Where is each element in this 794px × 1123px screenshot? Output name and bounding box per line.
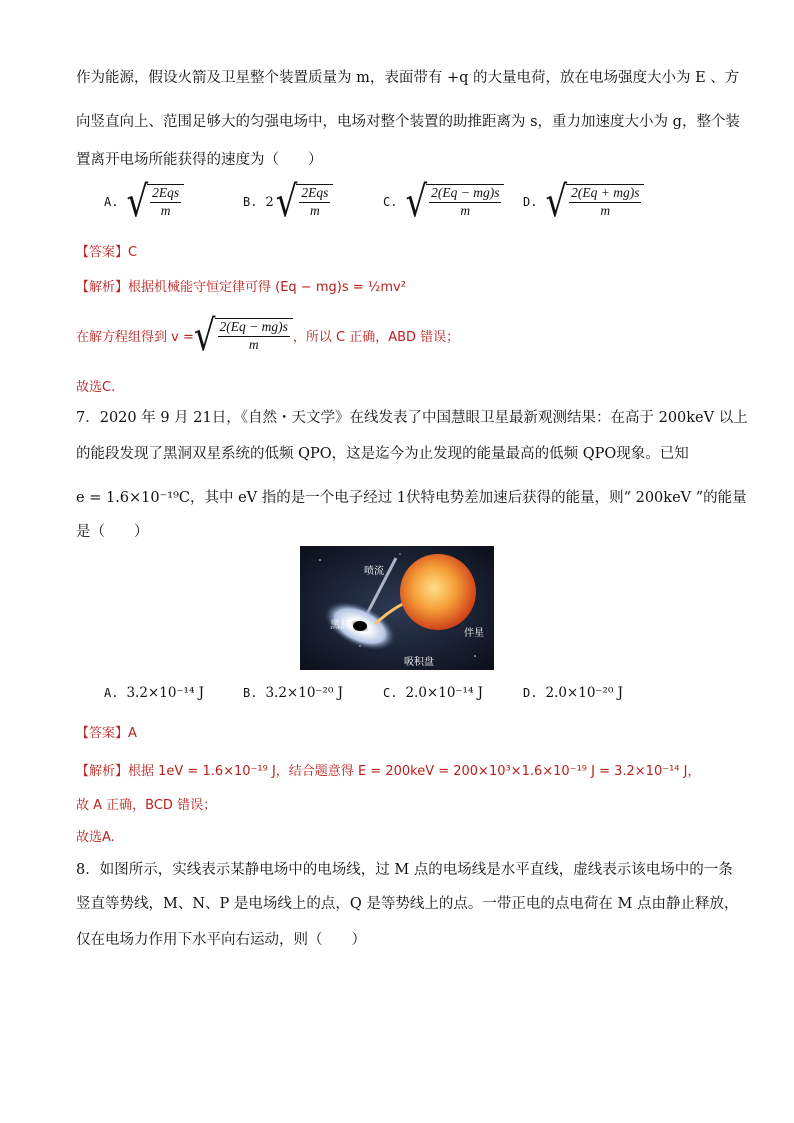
q7-answer: 【答案】A bbox=[76, 726, 137, 741]
option-label: A. bbox=[104, 195, 119, 209]
option-label: D. bbox=[523, 195, 538, 209]
q8-stem-line-1: 8．如图所示，实线表示某静电场中的电场线，过 M 点的电场线是水平直线，虚线表示该电场中的一条 bbox=[76, 862, 733, 878]
radical-expression: √ $\frac{\text{2Eqs}}{m}$ bbox=[126, 184, 184, 220]
denominator: m bbox=[160, 203, 171, 218]
q7-stem-line-1: 7．2020 年 9 月 21日，《自然・天文学》在线发表了中国慧眼卫星最新观测结果：在高于 200keV 以上 bbox=[76, 410, 748, 426]
label-accretion-disk: 吸积盘 bbox=[404, 657, 434, 668]
q7-option-c: C. 2.0×10⁻¹⁴ J bbox=[383, 685, 484, 701]
q7-stem-line-2: 的能段发现了黑洞双星系统的低频 QPO，这是迄今为止发现的能量最高的低频 QPO现象。已知 bbox=[76, 446, 689, 462]
numerator: 2Eqs bbox=[299, 185, 330, 203]
analysis-prefix: 在解方程组得到 v = bbox=[76, 330, 194, 346]
radical-expression: √ $\frac{2(Eq + mg)s}{m}$ bbox=[545, 184, 644, 220]
analysis-suffix: ，所以 C 正确，ABD 错误； bbox=[292, 330, 460, 346]
q6-option-d bbox=[523, 177, 644, 227]
q6-analysis-1: 【解析】根据机械能守恒定律可得 (Eq − mg)s = ½mv² bbox=[76, 280, 406, 295]
q7-analysis-1: 【解析】根据 1eV = 1.6×10⁻¹⁹ J，结合题意得 E = 200keV = 200×10³×1.6×10⁻¹⁹ J = 3.2×10⁻¹⁴ J， bbox=[76, 764, 701, 779]
q6-stem-line-2: 向竖直向上、范围足够大的匀强电场中，电场对整个装置的助推距离为 s，重力加速度大小为 g，整个装 bbox=[76, 114, 740, 130]
numerator: 2(Eq − mg)s bbox=[218, 319, 290, 337]
q8-stem-line-2: 竖直等势线，M、N、P 是电场线上的点，Q 是等势线上的点。一带正电的点电荷在 M 点由静止释放， bbox=[76, 896, 739, 912]
q6-stem-line-1: 作为能源，假设火箭及卫星整个装置质量为 m，表面带有 +q 的大量电荷，放在电场强度大小为 E 、方 bbox=[76, 70, 740, 86]
astronomy-illustration bbox=[300, 546, 494, 670]
q7-option-a: A. 3.2×10⁻¹⁴ J bbox=[104, 685, 205, 701]
option-label: C. bbox=[383, 195, 398, 209]
label-companion-star: 伴星 bbox=[464, 628, 484, 639]
label-black-hole: 黑洞 bbox=[330, 620, 350, 631]
q7-stem-line-4: 是（ ） bbox=[76, 524, 149, 540]
denominator: m bbox=[248, 336, 259, 352]
q7-stem-line-3: e = 1.6×10⁻¹⁹C，其中 eV 指的是一个电子经过 1伏特电势差加速后获得的能量，则“ 200keV ”的能量 bbox=[76, 490, 747, 506]
option-coefficient: 2 bbox=[265, 194, 274, 210]
numerator: 2Eqs bbox=[150, 185, 181, 203]
q7-conclusion: 故选A. bbox=[76, 830, 115, 845]
numerator: 2(Eq − mg)s bbox=[429, 185, 501, 203]
q6-option-b bbox=[243, 177, 333, 227]
q6-answer: 【答案】C bbox=[76, 245, 138, 260]
radical-expression: √ $\frac{\text{2Eqs}}{m}$ bbox=[276, 184, 334, 220]
q6-option-a bbox=[104, 177, 184, 227]
option-label: B. bbox=[243, 195, 258, 209]
q8-stem-line-3: 仅在电场力作用下水平向右运动，则（ ） bbox=[76, 932, 366, 948]
q7-option-b: B. 3.2×10⁻²⁰ J bbox=[243, 685, 344, 701]
label-jet: 喷流 bbox=[364, 566, 384, 577]
numerator: 2(Eq + mg)s bbox=[569, 185, 641, 203]
q7-analysis-2: 故 A 正确，BCD 错误； bbox=[76, 798, 217, 813]
q6-conclusion: 故选C. bbox=[76, 380, 116, 395]
q6-stem-line-3: 置离开电场所能获得的速度为（ ） bbox=[76, 152, 323, 168]
denominator: m bbox=[600, 203, 611, 218]
black-hole-binary-figure bbox=[300, 546, 494, 670]
radical-expression: √ $\frac{2(Eq - mg)s}{m}$ bbox=[405, 184, 504, 220]
q6-option-c bbox=[383, 177, 504, 227]
denominator: m bbox=[460, 203, 471, 218]
denominator: m bbox=[310, 203, 320, 218]
q6-analysis-2 bbox=[76, 310, 460, 361]
q7-option-d: D. 2.0×10⁻²⁰ J bbox=[523, 685, 624, 701]
radical-expression: √ $\frac{2(Eq - mg)s}{m}$ bbox=[194, 318, 293, 354]
